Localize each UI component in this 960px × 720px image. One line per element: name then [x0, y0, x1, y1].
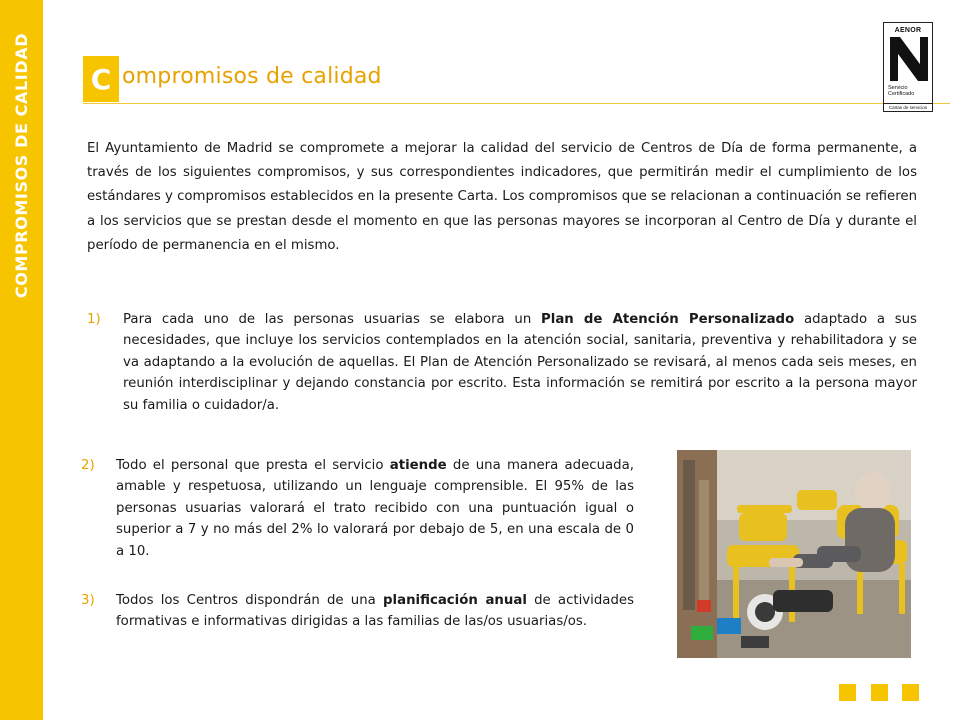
- commitment-highlight: planificación anual: [383, 593, 527, 608]
- title-initial: C: [90, 62, 112, 96]
- commitment-text-start: Para cada uno de las personas usuarias se elabora un: [123, 312, 542, 327]
- commitment-number: 1): [87, 312, 101, 327]
- page-title: ompromisos de calidad: [122, 64, 382, 89]
- commitment-text: [116, 590, 634, 633]
- aenor-line2: Certificado: [888, 91, 915, 97]
- commitment-number: 2): [81, 458, 95, 473]
- sidebar-label: COMPROMISOS DE CALIDAD: [12, 32, 31, 298]
- commitment-item: [81, 455, 634, 562]
- commitment-highlight: Plan de Atención Personalizado: [541, 312, 795, 327]
- decorative-dot: [902, 684, 919, 701]
- commitment-text-end: adaptado a sus necesidades, que incluye los servicios contemplados en la atención social, sanitaria, preventiva y rehabilitadora y se va adaptando a la evolución de aquellas. El Plan de Atención Personalizado se revisará, al menos cada seis meses, en reunión interdisciplinar y dejando constancia por escrito. Esta información se remitirá por escrito a la persona mayor su familia o cuidador/a.: [123, 312, 917, 413]
- aenor-line3: Cartas de servicios: [884, 103, 932, 110]
- commitment-text-end: de una manera adecuada, amable y respetuosa, utilizando un lenguaje comprensible. El 95% de las personas usuarias valorará el trato recibido con una puntuación igual o superior a 7 y no más del 2% lo valorará por debajo de 5, en una escala de 0 a 10.: [116, 458, 634, 559]
- day-center-photo-illustration: [677, 450, 911, 658]
- aenor-certification-logo: [883, 22, 933, 112]
- commitment-text-end: de actividades formativas e informativas dirigidas a las familias de las/os usuarias/os.: [116, 593, 634, 630]
- commitment-text: [123, 309, 917, 416]
- decorative-dot: [839, 684, 856, 701]
- commitment-item: [87, 309, 917, 416]
- intro-paragraph: El Ayuntamiento de Madrid se compromete a mejorar la calidad del servicio de Centros de Día de forma permanente, a través de los siguientes compromisos, y sus correspondientes indicadores, que permitirán medir el cumplimiento de los estándares y compromisos establecidos en la presente Carta. Los compromisos que se relacionan a continuación se refieren a los servicios que se prestan desde el momento en que las personas mayores se incorporan al Centro de Día y durante el período de permanencia en el mismo.: [87, 141, 917, 253]
- decorative-dot: [871, 684, 888, 701]
- commitment-text-start: Todo el personal que presta el servicio: [116, 458, 390, 473]
- commitment-highlight: atiende: [389, 458, 447, 473]
- commitment-text-start: Todos los Centros dispondrán de una: [116, 593, 384, 608]
- title-initial-box: [83, 56, 119, 102]
- aenor-n-icon: [890, 37, 928, 81]
- commitment-item: [81, 590, 634, 633]
- aenor-line1: Servicio: [888, 85, 908, 91]
- commitment-number: 3): [81, 593, 95, 608]
- commitment-text: [116, 455, 634, 562]
- sidebar-band: [0, 0, 43, 720]
- title-divider: [83, 103, 950, 104]
- aenor-brand: AENOR: [894, 27, 922, 34]
- sidebar-label-wrap: [0, 0, 43, 330]
- day-center-photo: [677, 450, 911, 658]
- aenor-text: [888, 85, 914, 97]
